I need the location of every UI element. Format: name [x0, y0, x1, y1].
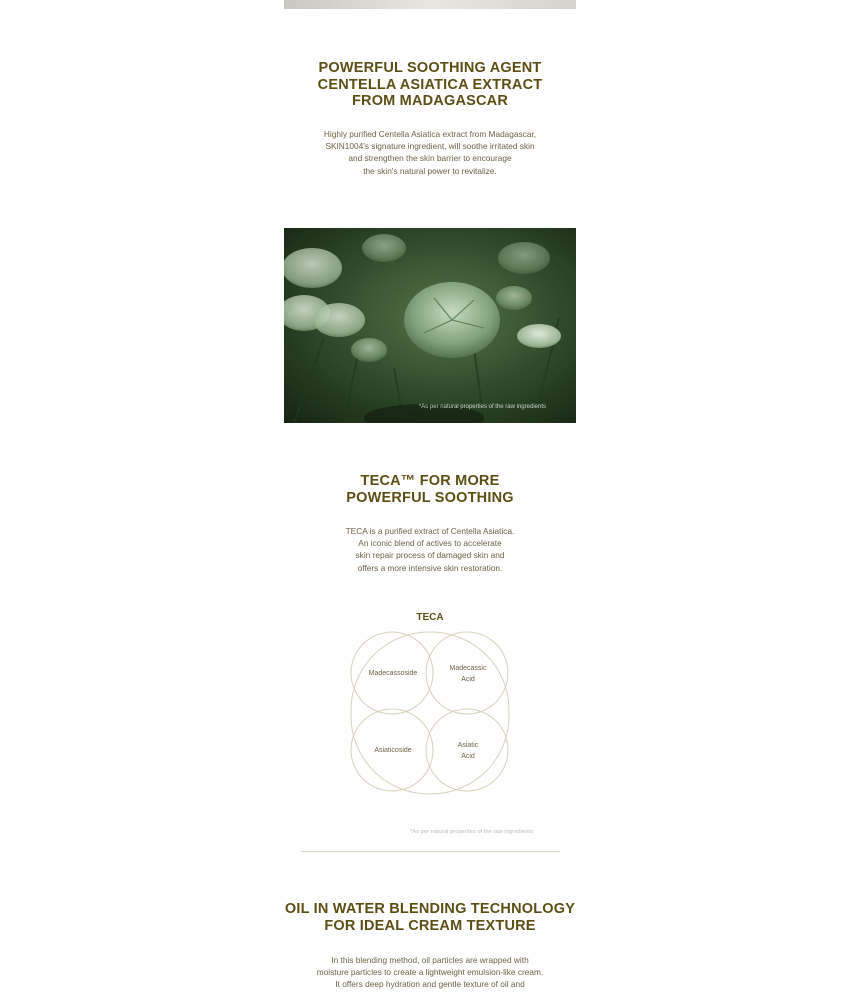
section-heading-oil-in-water: OIL IN WATER BLENDING TECHNOLOGY FOR IDEAL CREAM TEXTURE: [284, 901, 576, 934]
section-body-centella: Highly purified Centella Asiatica extract from Madagascar, SKIN1004's signature ingredient, will soothe irritated skin and strengthen the skin barrier to encourage the skin's natural power to revitalize.: [323, 129, 537, 176]
centella-leaves-photo: [284, 228, 576, 423]
section-heading-centella: POWERFUL SOOTHING AGENT CENTELLA ASIATICA EXTRACT FROM MADAGASCAR: [317, 60, 543, 109]
diagram-footnote: *As per natural properties of the raw ingredients: [410, 829, 533, 835]
circle-label-asiaticoside: Asiaticoside: [374, 747, 412, 754]
diagram-outline: [340, 612, 520, 802]
photo-caption: *As per natural properties of the raw ingredients: [418, 404, 546, 410]
diagram-title: TECA: [416, 612, 444, 623]
circle-label-asiatic-acid: Asiatic Acid: [457, 742, 479, 760]
section-body-teca: TECA is a purified extract of Centella Asiatica. An iconic blend of actives to accelerate skin repair process of damaged skin and offers a more intensive skin restoration.: [345, 526, 515, 573]
section-heading-teca: TECA™ FOR MORE POWERFUL SOOTHING: [346, 473, 514, 506]
section-divider: [301, 851, 560, 852]
circle-label-madecassic-acid: Madecassic Acid: [449, 665, 487, 683]
top-image-strip: [284, 0, 576, 9]
circle-label-madecassoside: Madecassoside: [368, 670, 418, 677]
section-body-oil-in-water: In this blending method, oil particles are wrapped with moisture particles to create a lightweight emulsion-like cream. It offers deep hydration and gentle texture of oil and: [316, 955, 544, 990]
teca-composition-diagram: [340, 612, 520, 802]
